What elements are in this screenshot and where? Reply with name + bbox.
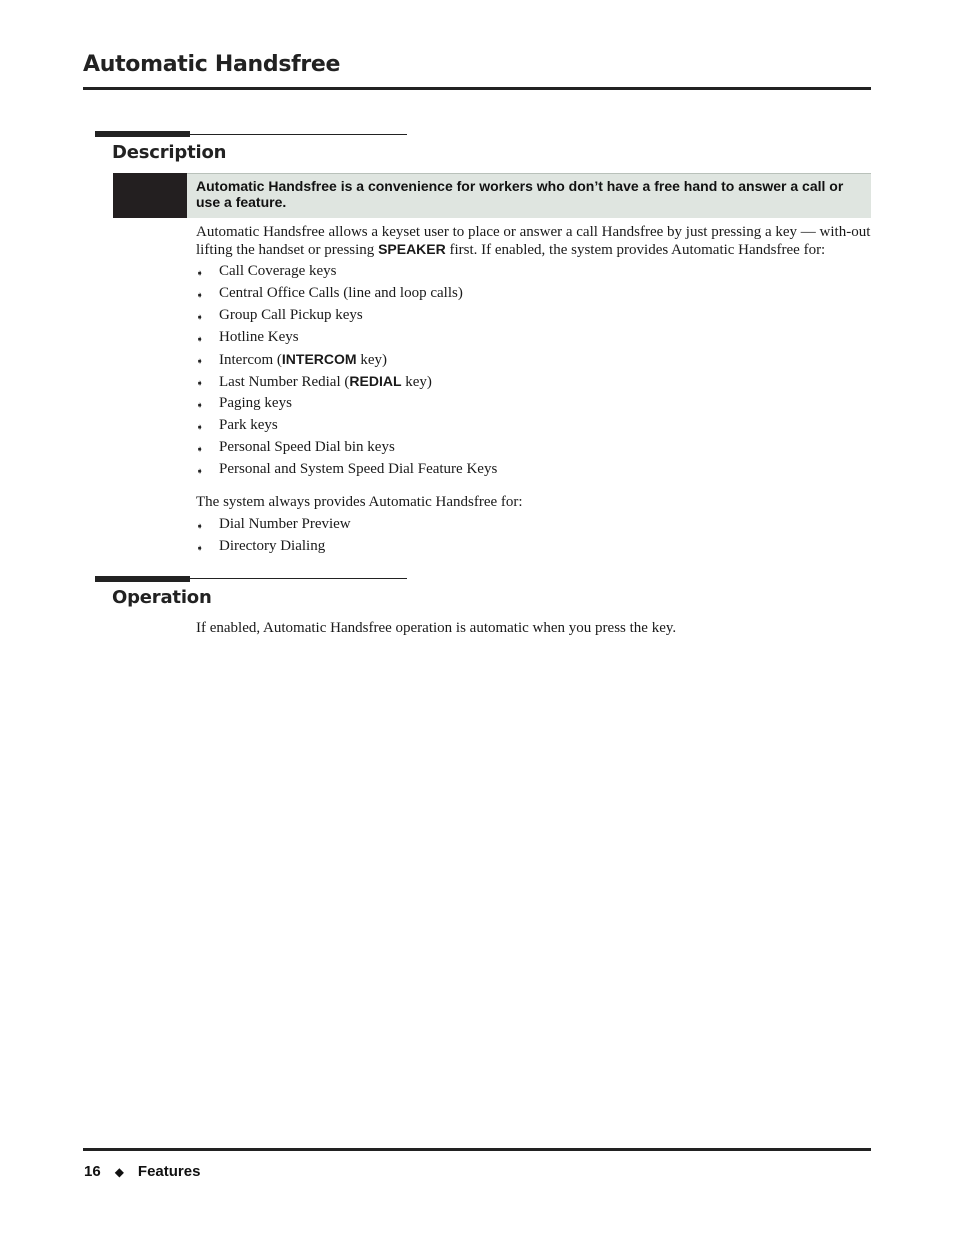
bullet-arrow-icon: ➧ bbox=[196, 423, 204, 433]
list-item bbox=[196, 373, 871, 395]
page-number: 16 bbox=[84, 1163, 101, 1180]
operation-rule-thin bbox=[95, 578, 407, 579]
list-item-text: Park keys bbox=[219, 417, 278, 433]
key-label: REDIAL bbox=[349, 373, 402, 389]
list-item bbox=[196, 329, 871, 351]
list-item-text: Central Office Calls (line and loop calls) bbox=[219, 285, 463, 301]
bullet-arrow-icon: ➧ bbox=[196, 313, 204, 323]
bullet-arrow-icon: ➧ bbox=[196, 291, 204, 301]
speaker-key-label: SPEAKER bbox=[378, 241, 446, 257]
bullet-arrow-icon: ➧ bbox=[196, 401, 204, 411]
list-item-text: Personal and System Speed Dial Feature Keys bbox=[219, 461, 498, 477]
page-title: Automatic Handsfree bbox=[83, 52, 341, 77]
bullet-arrow-icon: ➧ bbox=[196, 467, 204, 477]
bullet-arrow-icon: ➧ bbox=[196, 544, 204, 554]
summary-text: Automatic Handsfree is a convenience for workers who don’t have a free hand to answer a call or use a feature. bbox=[187, 173, 871, 218]
list-item-text: Call Coverage keys bbox=[219, 263, 337, 279]
diamond-icon: ◆ bbox=[114, 1165, 124, 1179]
intro-text-part2: first. If enabled, the system provides Automatic Handsfree for: bbox=[445, 242, 826, 258]
list-item-text-post: key) bbox=[401, 374, 432, 390]
list-item bbox=[196, 263, 871, 285]
bullet-arrow-icon: ➧ bbox=[196, 379, 204, 389]
list-item bbox=[196, 307, 871, 329]
footer-rule bbox=[83, 1148, 871, 1151]
bullet-arrow-icon: ➧ bbox=[196, 445, 204, 455]
always-handsfree-list bbox=[196, 516, 871, 560]
list-item-text: Paging keys bbox=[219, 395, 292, 411]
bullet-arrow-icon: ➧ bbox=[196, 269, 204, 279]
operation-heading: Operation bbox=[112, 587, 212, 608]
footer bbox=[84, 1163, 200, 1180]
list-item bbox=[196, 516, 871, 538]
list-item-text: Dial Number Preview bbox=[219, 516, 351, 532]
title-rule bbox=[83, 87, 871, 90]
operation-rule-thick bbox=[95, 576, 190, 582]
auto-handsfree-list bbox=[196, 263, 871, 483]
list-item-text: Hotline Keys bbox=[219, 329, 299, 345]
list-item bbox=[196, 439, 871, 461]
list-item-text-pre: Intercom ( bbox=[219, 352, 282, 368]
list-item-text-post: key) bbox=[356, 352, 387, 368]
list-item bbox=[196, 285, 871, 307]
list-item-text: Personal Speed Dial bin keys bbox=[219, 439, 395, 455]
list-item-text bbox=[219, 351, 387, 369]
list-item-text: Directory Dialing bbox=[219, 538, 326, 554]
list-item bbox=[196, 538, 871, 560]
summary-marker bbox=[113, 173, 187, 218]
intro-text-part1: Automatic Handsfree allows a keyset user to place or answer a call Handsfree by just pressing a key — with-out lifting the handset or pressing bbox=[196, 224, 871, 258]
description-rule-thin bbox=[95, 134, 407, 135]
list-item bbox=[196, 395, 871, 417]
list-item bbox=[196, 461, 871, 483]
bullet-arrow-icon: ➧ bbox=[196, 335, 204, 345]
bullet-arrow-icon: ➧ bbox=[196, 522, 204, 532]
description-heading: Description bbox=[112, 142, 227, 163]
always-intro: The system always provides Automatic Handsfree for: bbox=[196, 494, 523, 510]
footer-section: Features bbox=[137, 1163, 201, 1180]
description-intro bbox=[196, 224, 871, 259]
list-item bbox=[196, 417, 871, 439]
summary-block bbox=[113, 173, 871, 218]
list-item-text bbox=[219, 373, 432, 391]
list-item-text-pre: Last Number Redial ( bbox=[219, 374, 350, 390]
list-item bbox=[196, 351, 871, 373]
operation-text: If enabled, Automatic Handsfree operation is automatic when you press the key. bbox=[196, 620, 677, 636]
list-item-text: Group Call Pickup keys bbox=[219, 307, 363, 323]
key-label: INTERCOM bbox=[281, 351, 357, 367]
bullet-arrow-icon: ➧ bbox=[196, 357, 204, 367]
